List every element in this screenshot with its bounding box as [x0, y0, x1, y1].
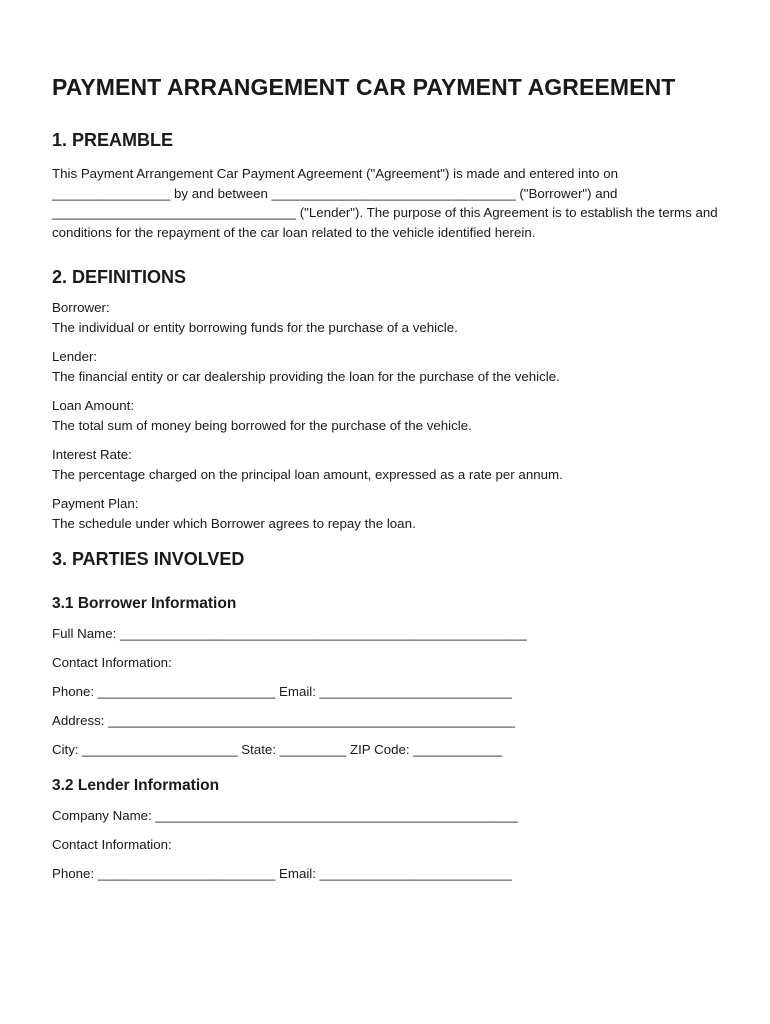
lender-info-heading: 3.2 Lender Information	[52, 777, 220, 794]
section-parties-heading: 3. PARTIES INVOLVED	[52, 549, 245, 569]
section-definitions-heading: 2. DEFINITIONS	[52, 267, 187, 287]
definition-item	[52, 445, 718, 484]
lender-fields	[52, 806, 718, 883]
borrower-city-state-zip-line: City: _____________________ State: _________ ZIP Code: ____________	[52, 742, 503, 757]
definition-item	[52, 347, 718, 386]
lender-company-name-line: Company Name: _________________________________________________	[52, 808, 518, 823]
definition-text: The schedule under which Borrower agrees to repay the loan.	[52, 515, 416, 531]
preamble-text: This Payment Arrangement Car Payment Agreement ("Agreement") is made and entered into on ________________ by and between _________________________________ ("Borrower") and _________________________________ ("Lender"). The purpose of this Agreement is to establish the terms and conditions for the repayment of the car loan related to the vehicle identified herein.	[52, 166, 718, 240]
borrower-full-name-line: Full Name: _______________________________________________________	[52, 626, 527, 641]
lender-contact-label: Contact Information:	[52, 837, 172, 852]
document-title: PAYMENT ARRANGEMENT CAR PAYMENT AGREEMENT	[52, 74, 676, 100]
definition-term: Lender:	[52, 349, 98, 364]
definition-term: Borrower:	[52, 300, 110, 315]
definition-text: The individual or entity borrowing funds for the purchase of a vehicle.	[52, 319, 458, 335]
definition-item	[52, 298, 718, 337]
borrower-info-heading: 3.1 Borrower Information	[52, 595, 237, 612]
definition-term: Loan Amount:	[52, 398, 135, 413]
section-preamble-heading: 1. PREAMBLE	[52, 130, 174, 150]
definition-term: Payment Plan:	[52, 496, 139, 511]
borrower-address-line: Address: _______________________________________________________	[52, 713, 515, 728]
definition-text: The financial entity or car dealership providing the loan for the purchase of the vehicle.	[52, 368, 560, 384]
definition-text: The percentage charged on the principal loan amount, expressed as a rate per annum.	[52, 466, 563, 482]
definition-item	[52, 494, 718, 533]
definitions-list	[52, 298, 718, 533]
lender-phone-email-line: Phone: ________________________ Email: __________________________	[52, 866, 512, 881]
definition-text: The total sum of money being borrowed for the purchase of the vehicle.	[52, 417, 472, 433]
borrower-contact-label: Contact Information:	[52, 655, 172, 670]
borrower-fields	[52, 624, 718, 759]
definition-item	[52, 396, 718, 435]
borrower-phone-email-line: Phone: ________________________ Email: __________________________	[52, 684, 512, 699]
definition-term: Interest Rate:	[52, 447, 132, 462]
